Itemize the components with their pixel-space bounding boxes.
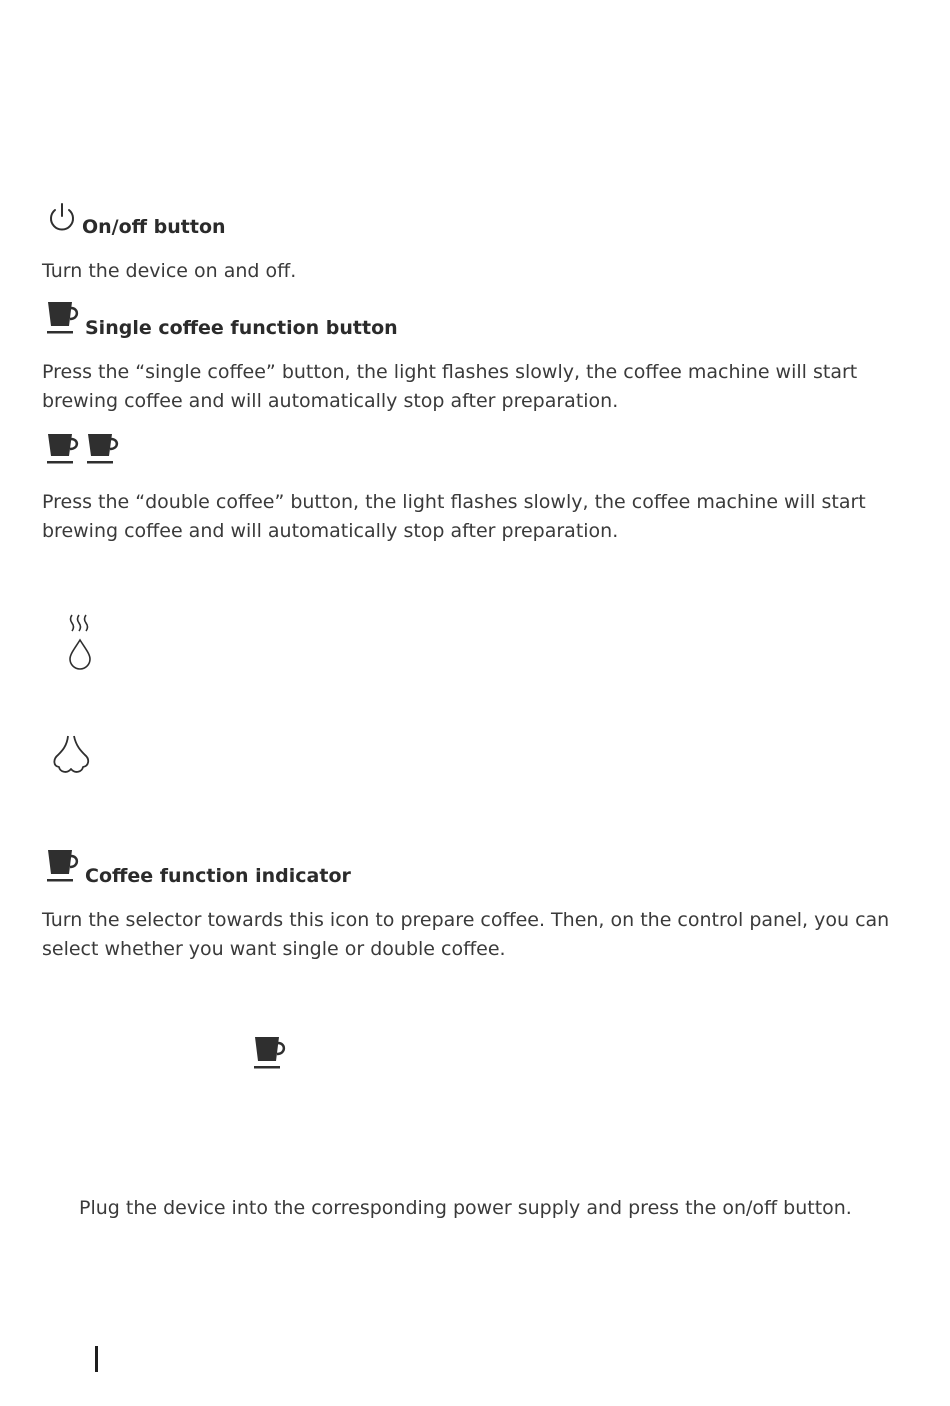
power-supply-instruction: Plug the device into the corresponding power supply and press the on/off button. xyxy=(79,1197,852,1219)
onoff-description: Turn the device on and off. xyxy=(42,260,297,282)
onoff-heading: On/off button xyxy=(82,216,226,238)
coffee-indicator-heading: Coffee function indicator xyxy=(85,865,351,887)
power-icon xyxy=(46,202,78,234)
coffee-indicator-description: Turn the selector towards this icon to prepare coffee. Then, on the control panel, you can select whether you want single or double coffee. xyxy=(42,909,890,960)
double-coffee-cup-icon xyxy=(46,432,122,466)
single-coffee-description: Press the “single coffee” button, the light flashes slowly, the coffee machine will start brewing coffee and will automatically stop after preparation. xyxy=(42,361,858,412)
coffee-cup-icon xyxy=(46,848,80,884)
hot-water-icon xyxy=(66,612,94,670)
double-coffee-description: Press the “double coffee” button, the light flashes slowly, the coffee machine will start brewing coffee and will automatically stop after preparation. xyxy=(42,491,866,542)
page-marker xyxy=(95,1346,98,1372)
coffee-cup-icon xyxy=(253,1035,287,1071)
coffee-cup-icon xyxy=(46,300,80,336)
single-coffee-heading: Single coffee function button xyxy=(85,317,398,339)
steam-icon xyxy=(50,734,94,776)
